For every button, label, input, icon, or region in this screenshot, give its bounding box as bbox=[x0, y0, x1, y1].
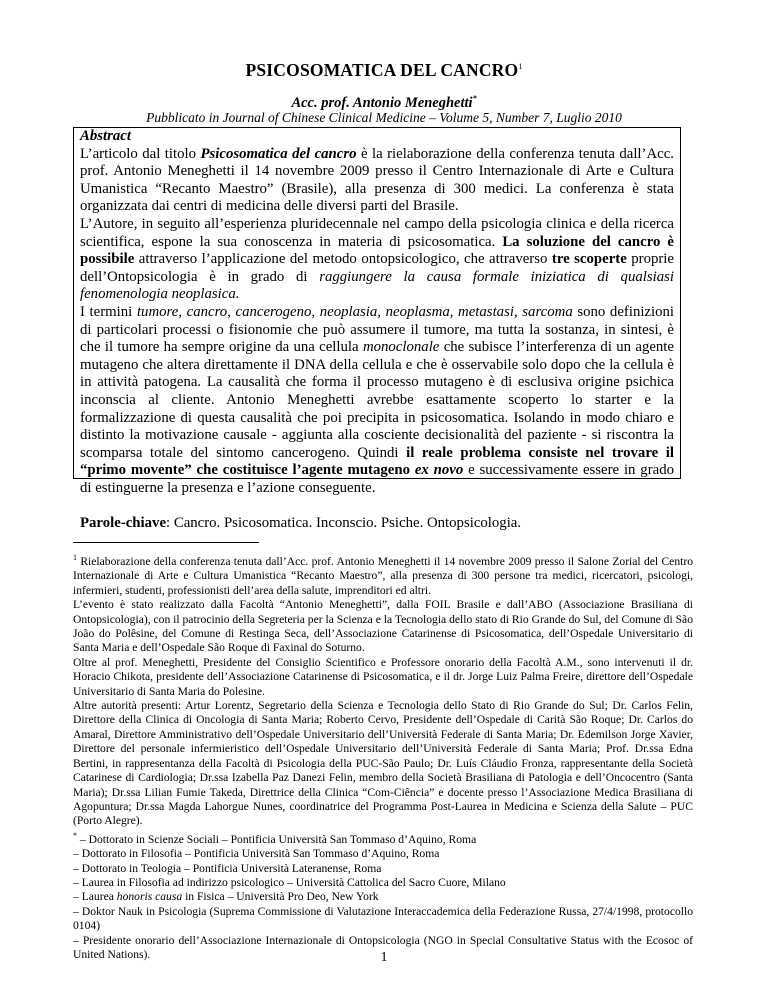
abstract-p3-italic-d: cancerogeno, neoplasia, neoplasma, metastasi bbox=[235, 303, 514, 320]
footnote-2-honoris-line bbox=[73, 890, 693, 904]
abstract-p3-italic-f: sarcoma bbox=[522, 303, 573, 320]
abstract-paragraph-3 bbox=[80, 304, 674, 498]
abstract-p3-italic-b: tumore, cancro bbox=[136, 303, 228, 320]
footnote-2-text-2: – Dottorato in Filosofia – Pontificia Università San Tommaso d’Aquino, Roma bbox=[73, 847, 440, 861]
abstract-p3-text-g: sono definizioni di particolari processi o fisionomie che può assumere il tumore, ma tutta la sostanza, in sintesi, è che il tumore ha sempre origine da una cellula bbox=[80, 303, 675, 356]
abstract-p3-italic-h: monoclonale bbox=[362, 339, 440, 356]
title-text: PSICOSOMATICA DEL CANCRO bbox=[245, 60, 519, 80]
keywords-label: Parole-chiave bbox=[80, 515, 167, 532]
footnote-1-text-2: L’evento è stato realizzato dalla Facoltà “Antonio Meneghetti”, dalla FOIL Brasile e dall’ABO (Associazione Brasiliana di Ontopsicologia), con il patrocinio della Segreteria per la Scienza e la Tecnologia dello stato di Rio Grande do Sul, del Comune di São João do Polêsine, del Comune di Restinga Seca, dell’Associazione Catarinense di Psicosomatica, dell’Ospedale Universitario di Santa Maria e dell’Ospedale São Roque di Faxinal do Soturno. bbox=[73, 598, 693, 655]
footnote-2-text-4: – Laurea in Filosofia ad indirizzo psicologico – Università Cattolica del Sacro Cuore, Milano bbox=[73, 875, 506, 889]
publication-line: Pubblicato in Journal of Chinese Clinical Medicine – Volume 5, Number 7, Luglio 2010 bbox=[146, 110, 622, 125]
author-name: Acc. prof. Antonio Meneghetti bbox=[291, 95, 473, 111]
footnotes bbox=[73, 551, 693, 962]
footnote-separator bbox=[73, 542, 259, 543]
abstract-p2-bold-d: tre scoperte bbox=[551, 251, 627, 268]
footnote-2-text-3: – Dottorato in Teologia – Pontificia Università Lateranense, Roma bbox=[73, 861, 382, 875]
abstract-p2-text-c: attraverso l’applicazione del metodo ontopsicologico, che attraverso bbox=[134, 251, 552, 268]
footnote-2-honoris-b: honoris causa bbox=[116, 890, 183, 904]
abstract-box bbox=[73, 127, 681, 532]
footnote-1-text-1: Rielaborazione della conferenza tenuta dall’Acc. prof. Antonio Meneghetti il 14 novembre 2009 presso il Salone Zorial del Centro Internazionale di Arte e Cultura Umanistica “Recanto Maestro”, alla presenza di 300 persone tra medici, ricercatori, psicologi, infermieri, studenti, professionisti dell’area della salute, imprenditori ed altri. bbox=[73, 555, 693, 597]
footnote-2-text-7: – Presidente onorario dell’Associazione Internazionale di Ontopsicologia (NGO in Special Consultative Status with the Ecosoc of United Nations). bbox=[73, 933, 693, 961]
abstract-paragraph-2 bbox=[80, 216, 674, 304]
abstract-p1-text-a: L’articolo dal titolo bbox=[80, 145, 201, 162]
footnote-2-text-1: – Dottorato in Scienze Sociali – Pontificia Università San Tommaso d’Aquino, Roma bbox=[77, 832, 477, 846]
abstract-paragraph-1 bbox=[80, 146, 674, 216]
footnote-1-marker: 1 bbox=[73, 553, 77, 562]
abstract-p1-text-c: è la rielaborazione della conferenza tenuta dall’Acc. prof. Antonio Meneghetti il 14 novembre 2009 presso il Centro Internazionale di Arte e Cultura Umanistica “Recanto Maestro” (Brasile), alla presenza di 300 medici. La conferenza è stata organizzata dai centri di medicina delle diversi parti del Brasile. bbox=[80, 145, 674, 215]
footnote-1-text-4: Altre autorità presenti: Artur Lorentz, Segretario della Scienza e Tecnologia dello Stato di Rio Grande do Sul; Dr. Carlos Felin, Direttore della Clinica di Oncologia di Santa Maria; Roberto Cervo, Presidente dell’Ospedale di Carità São Roque; Dr. Carlos do Amaral, Direttore Amministrativo dell’Ospedale Universitario dell’Università Federale di Santa Maria; Dr. Edemilson Jorge Xavier, Direttore del personale infermieristico dell’Ospedale Universitario dell’Università Federale di Santa Maria; Prof. Dr.ssa Edna Bertini, in rappresentanza della Facoltà di Psicologia della PUC-São Paulo; Dr. Luís Cláudio Fronza, rappresentante della Società Catarinese di Cardiologia; Dr.ssa Izabella Paz Danezi Felin, membro della Società Brasiliana di Patologia e dell’Oncocentro (Santa Maria); Dr.ssa Lilian Fumie Takeda, Direttrice della Clinica “Com-Ciência” e docente presso l’Associazione Medica Brasiliana di Agopuntura; Dr.ssa Magda Lahorgue Nunes, coordinatrice del Programma Post-Laurea in Medicina e Scienza della Salute – PUC (Porto Alegre). bbox=[73, 699, 693, 828]
abstract-p2-text-e: proprie dell’Ontopsicologia è in grado di bbox=[80, 251, 674, 285]
document-title bbox=[0, 60, 768, 81]
keywords-line bbox=[80, 515, 674, 533]
abstract-p1-title-emphasis: Psicosomatica del cancro bbox=[200, 145, 357, 162]
abstract-p3-bold-j: il reale problema consiste nel trovare il “primo movente” che costituisce l’agente mutageno bbox=[80, 444, 674, 479]
abstract-p3-text-l: e successivamente essere in grado di estinguerne la presenza e l’azione conseguente. bbox=[80, 462, 674, 496]
footnote-1-text-3: Oltre al prof. Meneghetti, Presidente del Consiglio Scientifico e Professore onorario della Facoltà A.M., sono intervenuti il dr. Horacio Chikota, presidente dell’Associazione Catarinense di Psicosomatica, e il dr. Jorge Luiz Palma Freire, direttore dell’Ospedale Universitario di Santa Maria do Polesine. bbox=[73, 655, 693, 698]
abstract-p3-text-e: , bbox=[513, 303, 523, 320]
abstract-p3-text-c: , bbox=[227, 303, 236, 320]
title-footnote-marker[interactable]: 1 bbox=[518, 62, 523, 71]
abstract-p3-bolditalic-k: ex novo bbox=[414, 462, 464, 479]
footnote-2-marker: * bbox=[73, 830, 77, 840]
footnote-2-line-1 bbox=[73, 829, 693, 847]
abstract-p2-bold-b: La soluzione del cancro è possibile bbox=[80, 233, 674, 268]
abstract-p2-text-a: L’Autore, in seguito all’esperienza pluridecennale nel campo della psicologia clinica e della ricerca scientifica, espone la sua conoscenza in materia di psicosomatica. bbox=[80, 215, 674, 250]
page-number: 1 bbox=[380, 950, 388, 965]
footnote-2-honoris-a: – Laurea bbox=[73, 890, 117, 904]
abstract-p3-text-i: che subisce l’interferenza di un agente mutageno che altera direttamente il DNA della cellula e che è osservabile solo dopo che la cellula è in attività patogena. La causalità che forma il processo mutageno è di esclusiva origine psichica inconscia al cliente. Antonio Meneghetti avrebbe esattamente scoperto lo starter e la formalizzazione di questa causalità che poi precipita in psicosomatica. Isolando in modo chiaro e distinto la motivazione causale - aggiunta alla cosciente decisionalità del paziente - si riscontra la scomparsa totale del sintomo cancerogeno. Quindi bbox=[80, 339, 674, 461]
abstract-p3-text-a: I termini bbox=[80, 303, 137, 320]
footnote-2-honoris-c: in Fisica – Università Pro Deo, New York bbox=[182, 890, 379, 904]
keywords-text: : Cancro. Psicosomatica. Inconscio. Psiche. Ontopsicologia. bbox=[166, 515, 522, 532]
footnote-2-text-6: – Doktor Nauk in Psicologia (Suprema Commissione di Valutazione Interaccademica della Federazione Russa, 27/4/1998, protocollo 0104) bbox=[73, 904, 693, 933]
abstract-p2-italic-f: raggiungere la causa formale iniziatica di qualsiasi fenomenologia neoplasica. bbox=[80, 268, 674, 303]
author-footnote-marker[interactable]: * bbox=[472, 94, 477, 103]
abstract-heading: Abstract bbox=[80, 128, 131, 144]
footnote-1-line-1 bbox=[73, 551, 693, 598]
